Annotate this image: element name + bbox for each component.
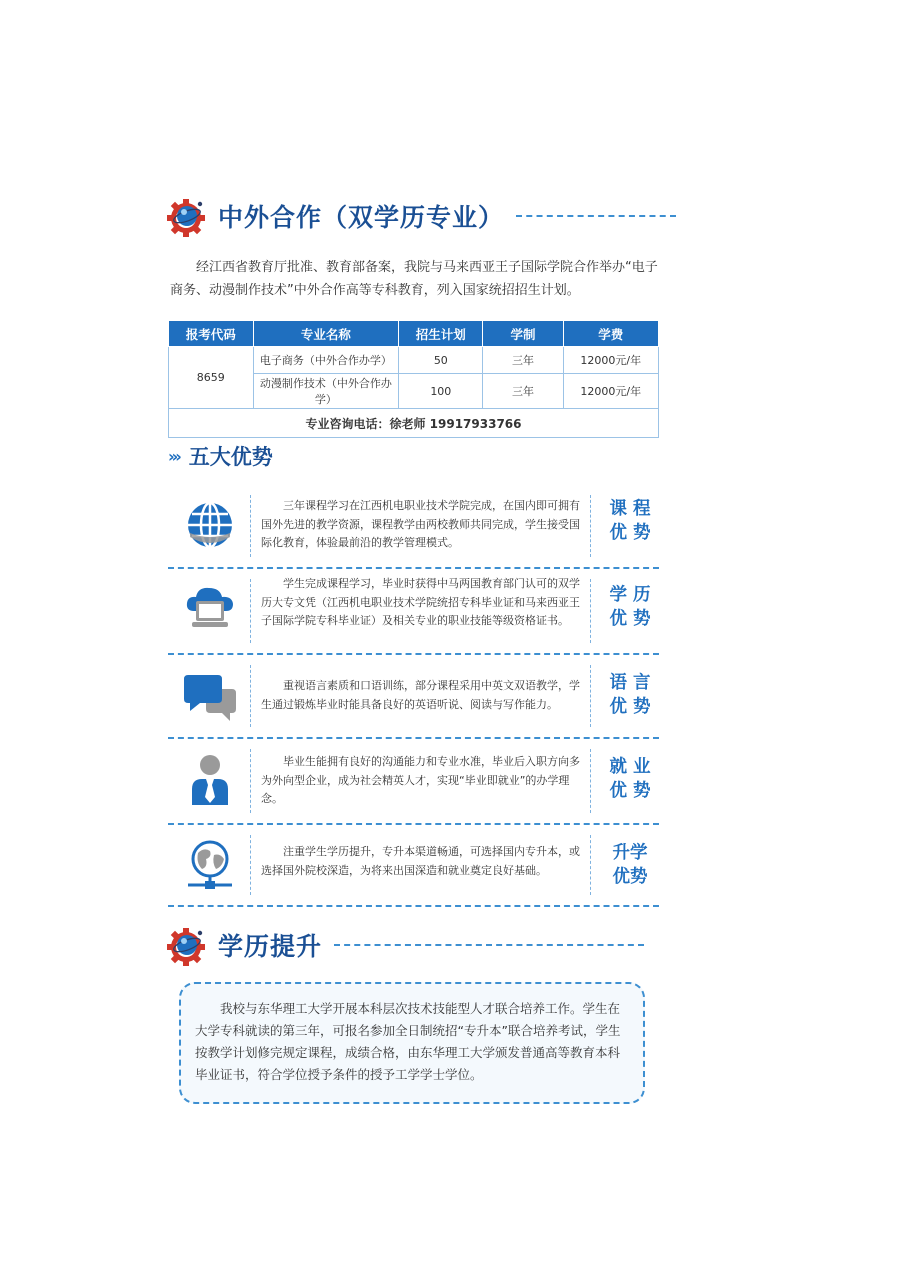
title-divider	[334, 944, 644, 946]
advantage-label	[604, 755, 656, 803]
label-line-1: 课 程	[609, 499, 651, 519]
item-divider	[250, 495, 251, 557]
item-divider	[590, 495, 591, 557]
header-fee: 学费	[563, 321, 658, 347]
fee-cell: 12000元/年	[563, 374, 658, 409]
label-line-1: 学 历	[609, 585, 651, 605]
advantage-text: 毕业生能拥有良好的沟通能力和专业水准，毕业后入职方向多为外向型企业，成为社会精英人才，实现“毕业即就业”的办学理念。	[261, 755, 580, 805]
years-cell: 三年	[483, 374, 563, 409]
item-divider	[590, 579, 591, 643]
major-table	[168, 320, 659, 438]
header-years: 学制	[483, 321, 563, 347]
advantages-title: 五大优势	[188, 445, 273, 469]
advantage-label	[604, 583, 656, 631]
advantage-label	[604, 497, 656, 545]
advantage-item-language	[168, 655, 659, 739]
chevrons-icon: ›››	[168, 446, 179, 466]
advantage-text: 三年课程学习在江西机电职业技术学院完成，在国内即可拥有国外先进的教学资源，课程教学由两校教师共同完成，学生接受国际化教育，体验最前沿的教学管理模式。	[261, 499, 580, 549]
globe-icon	[182, 497, 238, 553]
chat-bubbles-icon	[182, 669, 238, 725]
title-divider	[516, 215, 676, 217]
header-plan: 招生计划	[399, 321, 483, 347]
cloud-computer-icon	[182, 581, 238, 637]
advantage-label	[604, 671, 656, 719]
label-line-2: 优 势	[609, 781, 651, 801]
gear-globe-logo-icon	[166, 923, 210, 967]
fee-cell: 12000元/年	[563, 347, 658, 374]
label-line-2: 优 势	[609, 609, 651, 629]
advantage-text: 重视语言素质和口语训练，部分课程采用中英文双语教学，学生通过锻炼毕业时能具备良好的英语听说、阅读与写作能力。	[261, 679, 580, 711]
advantage-item-employment	[168, 739, 659, 825]
item-divider	[590, 749, 591, 813]
header-name: 专业名称	[253, 321, 399, 347]
name-cell: 电子商务（中外合作办学）	[253, 347, 399, 374]
advantage-item-further-study	[168, 825, 659, 907]
gear-globe-logo-icon	[166, 194, 210, 238]
section-header-degree-upgrade	[166, 923, 644, 967]
section-header-sino-foreign	[166, 194, 676, 238]
label-line-2: 优 势	[609, 523, 651, 543]
label-line-2: 优 势	[609, 697, 651, 717]
plan-cell: 100	[399, 374, 483, 409]
label-line-1: 升学	[612, 843, 648, 863]
advantage-item-course	[168, 485, 659, 569]
years-cell: 三年	[483, 347, 563, 374]
item-divider	[250, 579, 251, 643]
degree-upgrade-text: 我校与东华理工大学开展本科层次技术技能型人才联合培养工作。学生在大学专科就读的第三年，可报名参加全日制统招“专升本”联合培养考试，学生按教学计划修完规定课程，成绩合格，由东华理工大学颁发普通高等教育本科毕业证书，符合学位授予条件的授予工学学士学位。	[195, 1001, 621, 1082]
person-tie-icon	[182, 751, 238, 807]
advantage-label	[604, 841, 656, 889]
advantage-item-degree	[168, 569, 659, 655]
advantage-text: 注重学生学历提升，专升本渠道畅通，可选择国内专升本，或选择国外院校深造，为将来出国深造和就业奠定良好基础。	[261, 845, 580, 877]
advantage-text: 学生完成课程学习，毕业时获得中马两国教育部门认可的双学历大专文凭（江西机电职业技术学院统招专科毕业证和马来西亚王子国际学院专科毕业证）及相关专业的职业技能等级资格证书。	[261, 577, 580, 627]
intro-paragraph: 经江西省教育厅批准、教育部备案，我院与马来西亚王子国际学院合作举办“电子商务、动漫制作技术”中外合作高等专科教育，列入国家统招招生计划。	[170, 260, 658, 298]
item-divider	[590, 835, 591, 895]
network-globe-icon	[182, 837, 238, 893]
item-divider	[250, 835, 251, 895]
name-cell: 动漫制作技术（中外合作办学）	[253, 374, 399, 409]
plan-cell: 50	[399, 347, 483, 374]
contact-cell: 专业咨询电话：徐老师 19917933766	[169, 409, 659, 438]
item-divider	[250, 749, 251, 813]
label-line-1: 语 言	[609, 673, 651, 693]
contact-row	[169, 409, 659, 438]
item-divider	[590, 665, 591, 727]
label-line-2: 优势	[612, 867, 648, 887]
item-divider	[250, 665, 251, 727]
table-row	[169, 347, 659, 374]
advantages-header	[168, 441, 273, 471]
degree-upgrade-box	[179, 982, 645, 1104]
header-code: 报考代码	[169, 321, 254, 347]
code-cell: 8659	[169, 347, 254, 409]
label-line-1: 就 业	[609, 757, 651, 777]
section-title: 学历提升	[218, 932, 323, 961]
section-title: 中外合作（双学历专业）	[218, 203, 505, 232]
table-header-row	[169, 321, 659, 347]
